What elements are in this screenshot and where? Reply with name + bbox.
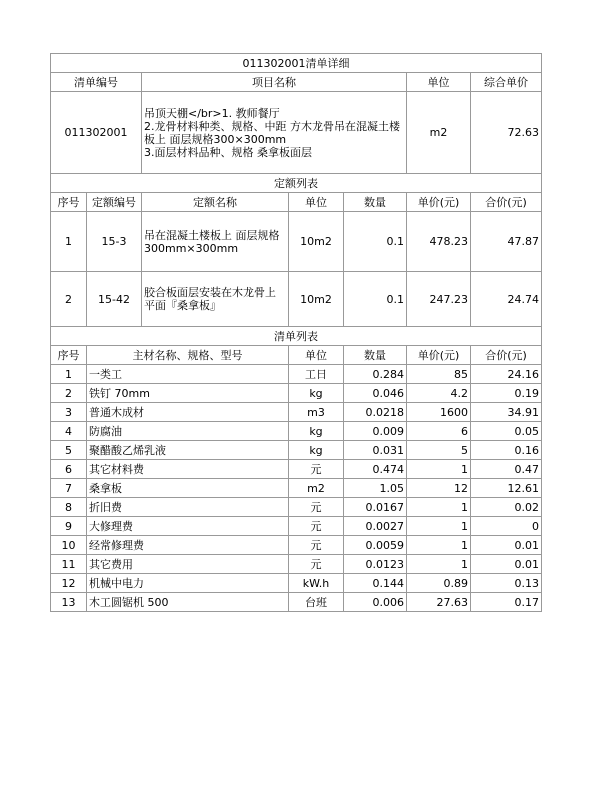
- material-qty-header: 数量: [344, 346, 407, 365]
- material-unit: m2: [289, 479, 344, 498]
- material-section-title: 清单列表: [51, 327, 542, 346]
- bill-code-header: 清单编号: [51, 73, 142, 92]
- quota-code: 15-42: [87, 272, 142, 327]
- material-total: 0.47: [471, 460, 542, 479]
- material-qty: 0.0167: [344, 498, 407, 517]
- material-total-header: 合价(元): [471, 346, 542, 365]
- material-qty: 0.0123: [344, 555, 407, 574]
- quota-name: 吊在混凝土楼板上 面层规格300mm×300mm: [142, 212, 289, 272]
- material-total: 34.91: [471, 403, 542, 422]
- material-rows: [51, 365, 542, 612]
- material-row: [51, 517, 542, 536]
- material-name: 其它材料费: [87, 460, 289, 479]
- bill-row: [51, 92, 542, 174]
- quota-seq-header: 序号: [51, 193, 87, 212]
- material-price: 1600: [407, 403, 471, 422]
- table-title: 011302001清单详细: [51, 54, 542, 73]
- material-name: 其它费用: [87, 555, 289, 574]
- material-total: 0.05: [471, 422, 542, 441]
- quota-total: 24.74: [471, 272, 542, 327]
- bill-desc-line: 3.面层材料品种、规格 桑拿板面层: [144, 145, 312, 159]
- bill-detail-table: [50, 53, 542, 612]
- material-unit: kg: [289, 422, 344, 441]
- material-unit: kW.h: [289, 574, 344, 593]
- quota-price-header: 单价(元): [407, 193, 471, 212]
- material-seq: 1: [51, 365, 87, 384]
- material-price: 1: [407, 555, 471, 574]
- material-unit: 元: [289, 536, 344, 555]
- quota-price: 478.23: [407, 212, 471, 272]
- material-qty: 0.009: [344, 422, 407, 441]
- bill-unit: m2: [407, 92, 471, 174]
- material-name: 聚醋酸乙烯乳液: [87, 441, 289, 460]
- quota-row: [51, 212, 542, 272]
- material-qty: 1.05: [344, 479, 407, 498]
- material-unit: kg: [289, 441, 344, 460]
- quota-code: 15-3: [87, 212, 142, 272]
- bill-desc-line: 2.龙骨材料种类、规格、中距 方木龙骨吊在混凝土楼板上 面层规格300×300mm: [144, 119, 400, 146]
- material-section-row: [51, 327, 542, 346]
- material-price: 0.89: [407, 574, 471, 593]
- material-row: [51, 555, 542, 574]
- material-total: 0.16: [471, 441, 542, 460]
- bill-name-header: 项目名称: [142, 73, 407, 92]
- material-row: [51, 536, 542, 555]
- material-price: 27.63: [407, 593, 471, 612]
- material-row: [51, 422, 542, 441]
- quota-seq: 2: [51, 272, 87, 327]
- material-name: 防腐油: [87, 422, 289, 441]
- quota-section-row: [51, 174, 542, 193]
- material-name: 铁钉 70mm: [87, 384, 289, 403]
- material-total: 0.01: [471, 555, 542, 574]
- quota-total-header: 合价(元): [471, 193, 542, 212]
- quota-price: 247.23: [407, 272, 471, 327]
- bill-desc-line: 吊顶天棚</br>1. 教师餐厅: [144, 106, 280, 120]
- bill-description: [142, 92, 407, 174]
- material-seq: 11: [51, 555, 87, 574]
- material-qty: 0.0059: [344, 536, 407, 555]
- material-row: [51, 384, 542, 403]
- material-qty: 0.0027: [344, 517, 407, 536]
- bill-code: 011302001: [51, 92, 142, 174]
- quota-qty: 0.1: [344, 212, 407, 272]
- material-row: [51, 441, 542, 460]
- material-seq: 3: [51, 403, 87, 422]
- material-unit: 元: [289, 517, 344, 536]
- material-price: 4.2: [407, 384, 471, 403]
- material-total: 0.02: [471, 498, 542, 517]
- material-total: 0: [471, 517, 542, 536]
- material-row: [51, 460, 542, 479]
- quota-unit: 10m2: [289, 272, 344, 327]
- material-unit: 工日: [289, 365, 344, 384]
- material-seq: 13: [51, 593, 87, 612]
- material-seq: 6: [51, 460, 87, 479]
- material-seq: 10: [51, 536, 87, 555]
- quota-qty: 0.1: [344, 272, 407, 327]
- material-qty: 0.006: [344, 593, 407, 612]
- material-unit: m3: [289, 403, 344, 422]
- material-qty: 0.144: [344, 574, 407, 593]
- material-row: [51, 403, 542, 422]
- quota-total: 47.87: [471, 212, 542, 272]
- quota-header-row: [51, 193, 542, 212]
- material-row: [51, 498, 542, 517]
- material-unit: 台班: [289, 593, 344, 612]
- material-total: 0.19: [471, 384, 542, 403]
- title-row: [51, 54, 542, 73]
- material-price: 85: [407, 365, 471, 384]
- bill-price: 72.63: [471, 92, 542, 174]
- material-qty: 0.284: [344, 365, 407, 384]
- material-total: 0.13: [471, 574, 542, 593]
- bill-unit-header: 单位: [407, 73, 471, 92]
- material-price-header: 单价(元): [407, 346, 471, 365]
- material-seq: 2: [51, 384, 87, 403]
- material-row: [51, 479, 542, 498]
- material-seq: 8: [51, 498, 87, 517]
- material-unit: 元: [289, 460, 344, 479]
- material-price: 5: [407, 441, 471, 460]
- material-price: 1: [407, 536, 471, 555]
- material-qty: 0.0218: [344, 403, 407, 422]
- material-price: 12: [407, 479, 471, 498]
- material-unit: 元: [289, 498, 344, 517]
- material-name: 大修理费: [87, 517, 289, 536]
- material-seq-header: 序号: [51, 346, 87, 365]
- quota-unit-header: 单位: [289, 193, 344, 212]
- material-qty: 0.046: [344, 384, 407, 403]
- material-total: 0.01: [471, 536, 542, 555]
- material-name: 经常修理费: [87, 536, 289, 555]
- quota-code-header: 定额编号: [87, 193, 142, 212]
- material-price: 1: [407, 498, 471, 517]
- material-total: 12.61: [471, 479, 542, 498]
- material-row: [51, 593, 542, 612]
- material-name: 普通木成材: [87, 403, 289, 422]
- material-name: 木工圆锯机 500: [87, 593, 289, 612]
- material-qty: 0.031: [344, 441, 407, 460]
- material-qty: 0.474: [344, 460, 407, 479]
- quota-unit: 10m2: [289, 212, 344, 272]
- material-seq: 9: [51, 517, 87, 536]
- bill-header-row: [51, 73, 542, 92]
- material-seq: 4: [51, 422, 87, 441]
- material-row: [51, 574, 542, 593]
- material-name: 折旧费: [87, 498, 289, 517]
- material-price: 1: [407, 460, 471, 479]
- quota-section-title: 定额列表: [51, 174, 542, 193]
- material-total: 0.17: [471, 593, 542, 612]
- material-header-row: [51, 346, 542, 365]
- material-price: 1: [407, 517, 471, 536]
- quota-seq: 1: [51, 212, 87, 272]
- material-seq: 12: [51, 574, 87, 593]
- quota-qty-header: 数量: [344, 193, 407, 212]
- quota-name: 胶合板面层安装在木龙骨上 平面『桑拿板』: [142, 272, 289, 327]
- bill-price-header: 综合单价: [471, 73, 542, 92]
- material-name: 桑拿板: [87, 479, 289, 498]
- material-name-header: 主材名称、规格、型号: [87, 346, 289, 365]
- material-seq: 5: [51, 441, 87, 460]
- material-seq: 7: [51, 479, 87, 498]
- material-unit: kg: [289, 384, 344, 403]
- material-total: 24.16: [471, 365, 542, 384]
- material-name: 机械中电力: [87, 574, 289, 593]
- quota-row: [51, 272, 542, 327]
- material-price: 6: [407, 422, 471, 441]
- material-unit: 元: [289, 555, 344, 574]
- material-name: 一类工: [87, 365, 289, 384]
- material-row: [51, 365, 542, 384]
- material-unit-header: 单位: [289, 346, 344, 365]
- quota-name-header: 定额名称: [142, 193, 289, 212]
